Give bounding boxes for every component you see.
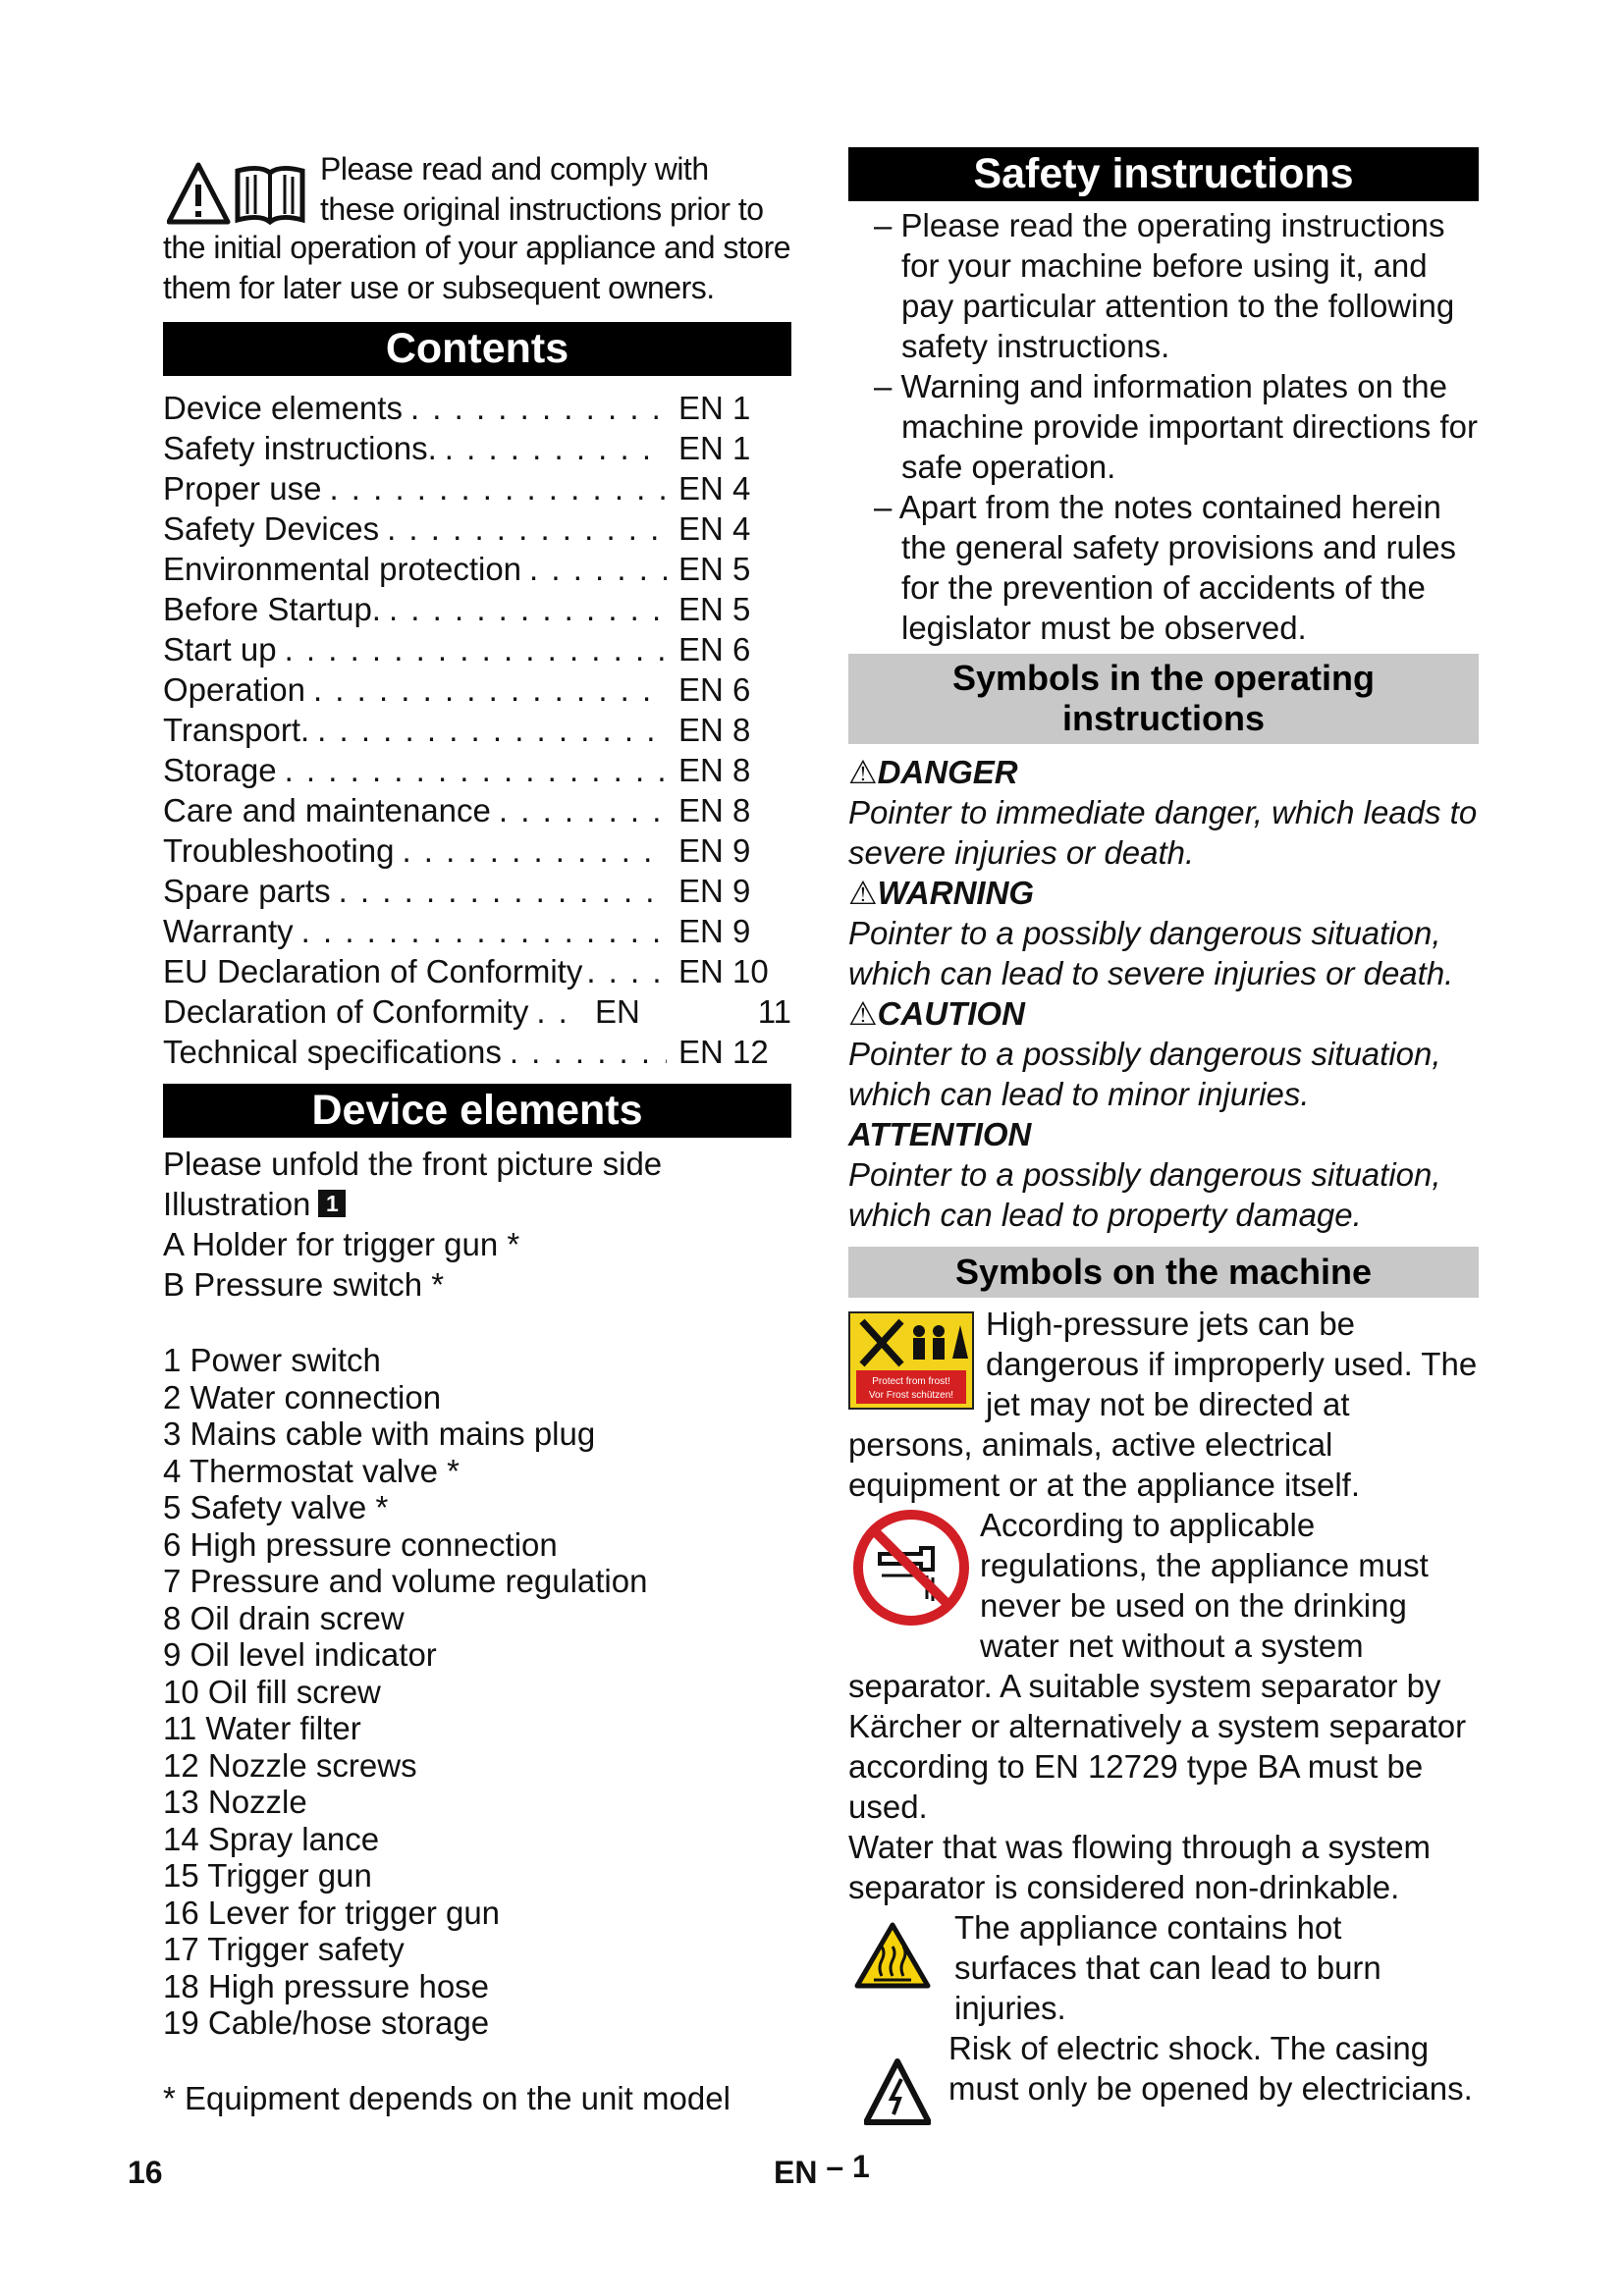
left-column [163,147,791,2118]
shock-text: Risk of electric shock. The casing must only be opened by electricians. [948,2030,1473,2107]
list-item: – Apart from the notes contained herein the general safety provisions and rules for the prevention of accidents of the legislator must be observed. [874,489,1456,646]
list-item: 4 Thermostat valve * [163,1452,460,1489]
list-item: 5 Safety valve * [163,1489,389,1525]
warning-book-icon [167,161,314,228]
toc-item[interactable]: Warranty . . . EN 9 [163,911,791,951]
illustration-number-badge: 1 [318,1190,346,1217]
list-item: 1 Power switch [163,1342,381,1378]
signal-warning: ⚠WARNING [848,875,1035,911]
signal-desc: Pointer to a possibly dangerous situation, which can lead to property damage. [848,1156,1441,1233]
symbol-drinking-water [848,1505,1479,1907]
list-item: 7 Pressure and volume regulation [163,1563,648,1599]
intro-rest: the initial operation of your appliance and store them for later use or subsequent owners. [163,230,791,305]
list-item: 18 High pressure hose [163,1967,490,2004]
symbol-jets [848,1304,1479,1505]
frost-label-1: Protect from frost! [872,1376,950,1387]
toc-item[interactable]: Storage . . . EN 8 [163,750,791,790]
drinking-text-2: Water that was flowing through a system separator is considered non-drinkable. [848,1829,1432,1905]
list-item: 2 Water connection [163,1378,442,1415]
list-item: 13 Nozzle [163,1784,307,1820]
letter-item: B Pressure switch * [163,1266,445,1303]
list-item: 10 Oil fill screw [163,1673,381,1710]
toc-item[interactable]: Spare parts . . . EN 9 [163,871,791,911]
contents-heading: Contents [163,322,791,376]
safety-list [848,205,1479,648]
list-item: 15 Trigger gun [163,1857,372,1894]
warning-triangle-icon: ⚠ [848,995,878,1032]
symbols-instructions-heading: Symbols in the operating instructions [848,654,1479,744]
list-item: 3 Mains cable with mains plug [163,1415,596,1452]
intro [163,147,791,228]
hot-text: The appliance contains hot surfaces that can lead to burn injuries. [954,1909,1381,2026]
signal-desc: Pointer to immediate danger, which leads to severe injuries or death. [848,794,1478,871]
toc-item[interactable]: Declaration of Conformity . . . EN 11 [163,991,791,1032]
electric-shock-icon [864,2042,931,2136]
toc-item[interactable]: Care and maintenance . . . EN 8 [163,790,791,830]
signal-caution: ⚠CAUTION [848,995,1025,1032]
hot-surface-icon [854,1921,931,1990]
toc-item[interactable]: Troubleshooting . . . EN 9 [163,830,791,871]
list-item: 9 Oil level indicator [163,1636,437,1673]
list-item: 17 Trigger safety [163,1931,405,1967]
safety-heading: Safety instructions [848,147,1479,201]
signal-danger: ⚠DANGER [848,754,1018,790]
toc-item[interactable]: Safety Devices . . . EN 4 [163,508,791,549]
symbol-electric-shock [848,2028,1479,2109]
intro-line-1: Please read and comply with [320,151,709,187]
toc-item[interactable]: Operation . . . EN 6 [163,669,791,710]
intro-side-text [320,149,764,230]
device-elements-heading: Device elements [163,1084,791,1138]
list-item: 16 Lever for trigger gun [163,1894,501,1931]
toc-item[interactable]: Environmental protection . . . EN 5 [163,549,791,589]
footnote: * Equipment depends on the unit model [163,2079,731,2116]
toc-item[interactable]: Device elements . . . EN 1 [163,388,791,428]
toc-item[interactable]: Technical specifications . . . EN 12 [163,1032,791,1072]
list-item: 19 Cable/hose storage [163,2004,490,2041]
toc-item[interactable]: Transport. . . . EN 8 [163,710,791,750]
signal-desc: Pointer to a possibly dangerous situation, which can lead to severe injuries or death. [848,915,1454,991]
list-item: 12 Nozzle screws [163,1746,417,1784]
list-item: 6 High pressure connection [163,1525,558,1563]
symbols-machine-heading: Symbols on the machine [848,1247,1479,1298]
list-item: 8 Oil drain screw [163,1599,405,1636]
list-item: – Please read the operating instructions for your machine before using it, and pay particular attention to the following safety instructions. [874,207,1455,364]
page-number: 16 [128,2155,163,2190]
toc-item[interactable]: Before Startup. . . . EN 5 [163,589,791,629]
warning-triangle-icon: ⚠ [848,875,878,911]
table-of-contents [163,388,791,1072]
illustration-line: Illustration 1 [163,1184,791,1224]
jets-text: High-pressure jets can be dangerous if improperly used. The jet may not be directed at persons, animals, active electrical equipment or at the appliance itself. [848,1306,1478,1503]
list-item: 14 Spray lance [163,1820,380,1857]
no-drinking-water-icon [852,1509,970,1627]
device-elements-list [163,1342,791,2042]
list-item: – Warning and information plates on the machine provide important directions for safe operation. [874,368,1478,485]
list-item: 11 Water filter [163,1710,361,1746]
symbol-hot-surface [848,1907,1479,2028]
toc-item[interactable]: Proper use . . . EN 4 [163,468,791,508]
signal-desc: Pointer to a possibly dangerous situation, which can lead to minor injuries. [848,1036,1441,1112]
intro-line-2: these original instructions prior to [320,191,764,227]
footer-lang: EN – 1 [774,2149,870,2190]
jet-warning-label-icon [848,1311,974,1410]
warning-triangle-icon: ⚠ [848,754,878,790]
drinking-text: According to applicable regulations, the appliance must never be used on the drinking water net without a system separator. A suitable system separator by Kärcher or alternatively a system separator according to EN 12729 type BA must be used. [848,1507,1467,1825]
toc-item[interactable]: Start up . . . EN 6 [163,629,791,669]
frost-label-2: Vor Frost schützen! [868,1390,954,1401]
toc-item[interactable]: Safety instructions. . . . EN 1 [163,428,791,468]
signal-attention: ATTENTION [848,1116,1032,1152]
unfold-text: Please unfold the front picture side [163,1146,663,1182]
toc-item[interactable]: EU Declaration of Conformity . . . EN 10 [163,951,791,991]
right-column [848,147,1479,2136]
letter-item: A Holder for trigger gun * [163,1226,520,1262]
